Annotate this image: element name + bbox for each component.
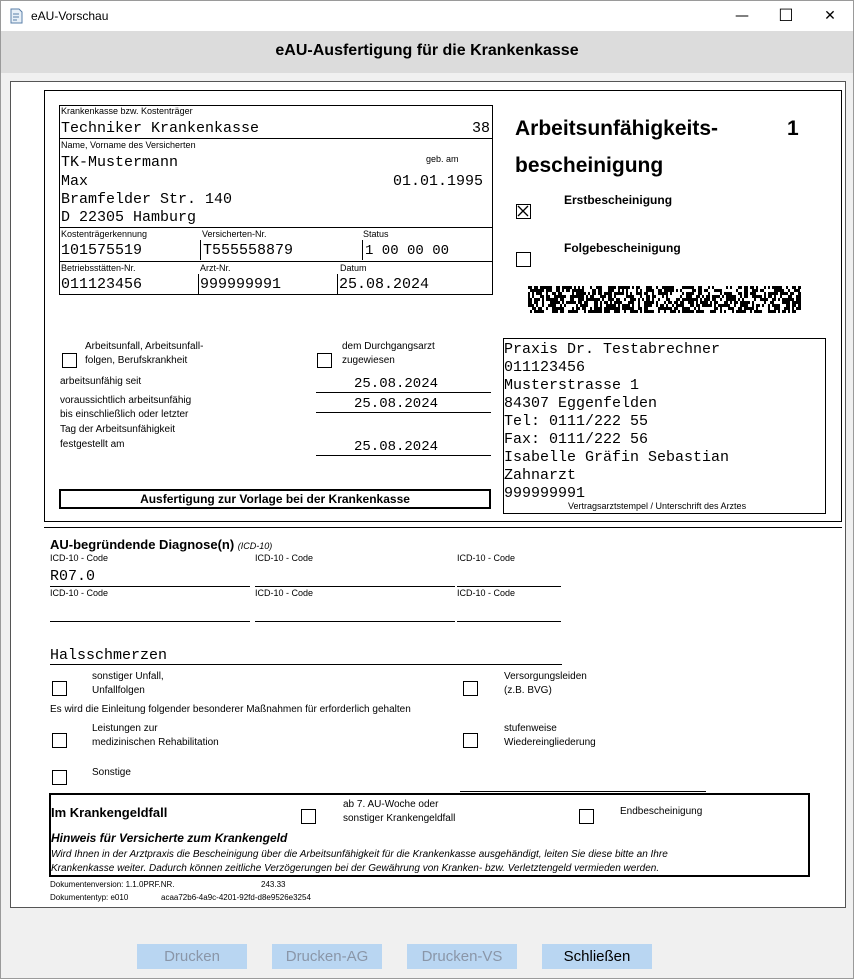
stufenweise-label-1: stufenweise <box>504 723 557 734</box>
vorlage-box: Ausfertigung zur Vorlage bei der Krankenkasse <box>59 489 491 509</box>
vnr-label: Versicherten-Nr. <box>202 229 267 239</box>
durchgangsarzt-label-2: zugewiesen <box>342 355 395 366</box>
stamp-line: Praxis Dr. Testabrechner <box>504 341 721 358</box>
check-x-icon <box>517 205 529 217</box>
diagnosis-title-text: AU-begründende Diagnose(n) <box>50 537 235 552</box>
close-window-button[interactable]: ✕ <box>824 8 836 24</box>
unfall-checkbox[interactable] <box>52 681 67 696</box>
end-label: Endbescheinigung <box>620 806 703 817</box>
birthdate-label: geb. am <box>426 154 459 164</box>
bis-label-2: bis einschließlich oder letzter <box>60 409 189 420</box>
stamp-line: Musterstrasse 1 <box>504 377 640 394</box>
divider <box>337 274 338 295</box>
divider <box>44 527 842 528</box>
kasse-label: Krankenkasse bzw. Kostenträger <box>61 106 193 116</box>
divider <box>255 586 455 587</box>
stamp-line: Zahnarzt <box>504 467 577 484</box>
fest-value: 25.08.2024 <box>354 439 439 455</box>
header-bar <box>1 31 853 73</box>
divider <box>59 227 493 228</box>
arbeitsunfall-checkbox[interactable] <box>62 353 77 368</box>
stamp-line: Tel: 0111/222 55 <box>504 413 649 430</box>
stamp-line: Isabelle Gräfin Sebastian <box>504 449 730 466</box>
stufenweise-label-2: Wiedereingliederung <box>504 737 596 748</box>
status-label: Status <box>363 229 389 239</box>
icd-col-label: ICD-10 - Code <box>457 588 516 598</box>
icd-code-value: R07.0 <box>50 568 96 585</box>
divider <box>50 621 250 622</box>
bis-label-3: Tag der Arbeitsunfähigkeit <box>60 424 176 435</box>
kasse-number: 38 <box>472 120 491 137</box>
stufenweise-checkbox[interactable] <box>463 733 478 748</box>
form-title-line2: bescheinigung <box>515 154 664 177</box>
unfall-label-1: sonstiger Unfall, <box>92 671 164 682</box>
durchgangsarzt-checkbox[interactable] <box>317 353 332 368</box>
window-title: eAU-Vorschau <box>31 9 109 23</box>
reha-label-2: medizinischen Rehabilitation <box>92 737 219 748</box>
durchgangsarzt-label-1: dem Durchgangsarzt <box>342 341 435 352</box>
lanr-label: Arzt-Nr. <box>200 263 231 273</box>
bis-label-1: voraussichtlich arbeitsunfähig <box>60 395 192 406</box>
street-value: Bramfelder Str. 140 <box>61 191 233 208</box>
page-title: eAU-Ausfertigung für die Krankenkasse <box>275 42 579 59</box>
icd-col-label: ICD-10 - Code <box>255 553 314 563</box>
print-button[interactable]: Drucken <box>137 944 247 969</box>
diagnosis-text: Halsschmerzen <box>50 647 168 664</box>
divider <box>198 274 199 295</box>
hinweis-text-1: Wird Ihnen in der Arztpraxis die Bescheinigung über die Arbeitsunfähigkeit für die Krankenkasse ausgehändigt, leiten Sie diese bitte an Ihre <box>51 849 668 860</box>
divider <box>50 664 562 665</box>
form-title-line1: Arbeitsunfähigkeits- <box>515 117 719 140</box>
diagnosis-title <box>50 537 272 552</box>
stamp-line: Fax: 0111/222 56 <box>504 431 649 448</box>
end-checkbox[interactable] <box>579 809 594 824</box>
divider <box>316 392 491 393</box>
ab7-label-1: ab 7. AU-Woche oder <box>343 799 439 810</box>
eau-form <box>10 81 846 908</box>
diagnosis-sub: (ICD-10) <box>237 541 273 551</box>
print-ag-button[interactable]: Drucken-AG <box>272 944 382 969</box>
stamp-line: 999999991 <box>504 485 586 502</box>
hinweis-text-2: Krankenkasse weiter. Dadurch können zeitliche Verzögerungen bei der Gewährung von Kranken- bzw. Verletztengeld vermieden werden. <box>51 863 660 874</box>
versorgung-label-2: (z.B. BVG) <box>504 685 552 696</box>
name-label: Name, Vorname des Versicherten <box>61 140 196 150</box>
folge-checkbox[interactable] <box>516 252 531 267</box>
stamp-line: 011123456 <box>504 359 586 376</box>
seit-label: arbeitsunfähig seit <box>60 376 142 387</box>
bsnr-value: 011123456 <box>61 276 143 293</box>
folge-label: Folgebescheinigung <box>564 241 681 255</box>
barcode-pattern <box>528 286 801 313</box>
city-value: D 22305 Hamburg <box>61 209 197 226</box>
doc-version-value: 243.33 <box>261 880 286 889</box>
icd-col-label: ICD-10 - Code <box>50 588 109 598</box>
title-bar <box>1 1 853 31</box>
divider <box>457 621 561 622</box>
copy-number: 1 <box>787 117 799 140</box>
status-value: 1 00 00 00 <box>365 243 450 259</box>
measures-intro: Es wird die Einleitung folgender besonderer Maßnahmen für erforderlich gehalten <box>50 704 411 715</box>
divider <box>460 791 706 792</box>
firstname-value: Max <box>61 173 89 190</box>
fest-label: festgestellt am <box>60 439 125 450</box>
ab7-label-2: sonstiger Krankengeldfall <box>343 813 456 824</box>
sonstige-label: Sonstige <box>92 767 131 778</box>
icd-col-label: ICD-10 - Code <box>50 553 109 563</box>
doc-type-label: Dokumententyp: e010 <box>50 893 129 902</box>
datum-value: 25.08.2024 <box>339 276 430 293</box>
divider <box>200 240 201 260</box>
stamp-line: 84307 Eggenfelden <box>504 395 658 412</box>
vnr-value: T555558879 <box>203 242 294 259</box>
minimize-button[interactable]: — <box>735 8 749 24</box>
divider <box>59 261 493 262</box>
divider <box>50 586 250 587</box>
surname-value: TK-Mustermann <box>61 154 179 171</box>
erst-checkbox[interactable] <box>516 204 531 219</box>
divider <box>362 240 363 260</box>
datum-label: Datum <box>340 263 367 273</box>
app-icon <box>9 8 23 24</box>
versorgung-checkbox[interactable] <box>463 681 478 696</box>
arbeitsunfall-label-1: Arbeitsunfall, Arbeitsunfall- <box>85 341 204 352</box>
divider <box>316 412 491 413</box>
hinweis-title: Hinweis für Versicherte zum Krankengeld <box>51 831 288 845</box>
icd-col-label: ICD-10 - Code <box>457 553 516 563</box>
kasse-value: Techniker Krankenkasse <box>61 120 260 137</box>
birthdate-value: 01.01.1995 <box>393 173 484 190</box>
stamp-caption: Vertragsarztstempel / Unterschrift des Arztes <box>568 501 747 511</box>
reha-checkbox[interactable] <box>52 733 67 748</box>
erst-label: Erstbescheinigung <box>564 193 673 207</box>
doc-version-label: Dokumentenversion: 1.1.0PRF.NR. <box>50 880 175 889</box>
close-button[interactable]: Schließen <box>542 944 652 969</box>
divider <box>59 138 493 139</box>
ktk-label: Kostenträgerkennung <box>61 229 148 239</box>
krankengeld-title: Im Krankengeldfall <box>51 805 168 820</box>
doc-id: acaa72b6-4a9c-4201-92fd-d8e9526e3254 <box>161 893 311 902</box>
icd-col-label: ICD-10 - Code <box>255 588 314 598</box>
maximize-button[interactable]: ☐ <box>778 6 794 26</box>
ab7-checkbox[interactable] <box>301 809 316 824</box>
versorgung-label-1: Versorgungsleiden <box>504 671 587 682</box>
print-vs-button[interactable]: Drucken-VS <box>407 944 517 969</box>
divider <box>316 455 491 456</box>
bis-value: 25.08.2024 <box>354 396 439 412</box>
ktk-value: 101575519 <box>61 242 143 259</box>
unfall-label-2: Unfallfolgen <box>92 685 145 696</box>
sonstige-checkbox[interactable] <box>52 770 67 785</box>
bsnr-label: Betriebsstätten-Nr. <box>61 263 136 273</box>
divider <box>255 621 455 622</box>
divider <box>457 586 561 587</box>
reha-label-1: Leistungen zur <box>92 723 158 734</box>
seit-value: 25.08.2024 <box>354 376 439 392</box>
barcode <box>528 286 801 313</box>
lanr-value: 999999991 <box>200 276 282 293</box>
arbeitsunfall-label-2: folgen, Berufskrankheit <box>85 355 188 366</box>
